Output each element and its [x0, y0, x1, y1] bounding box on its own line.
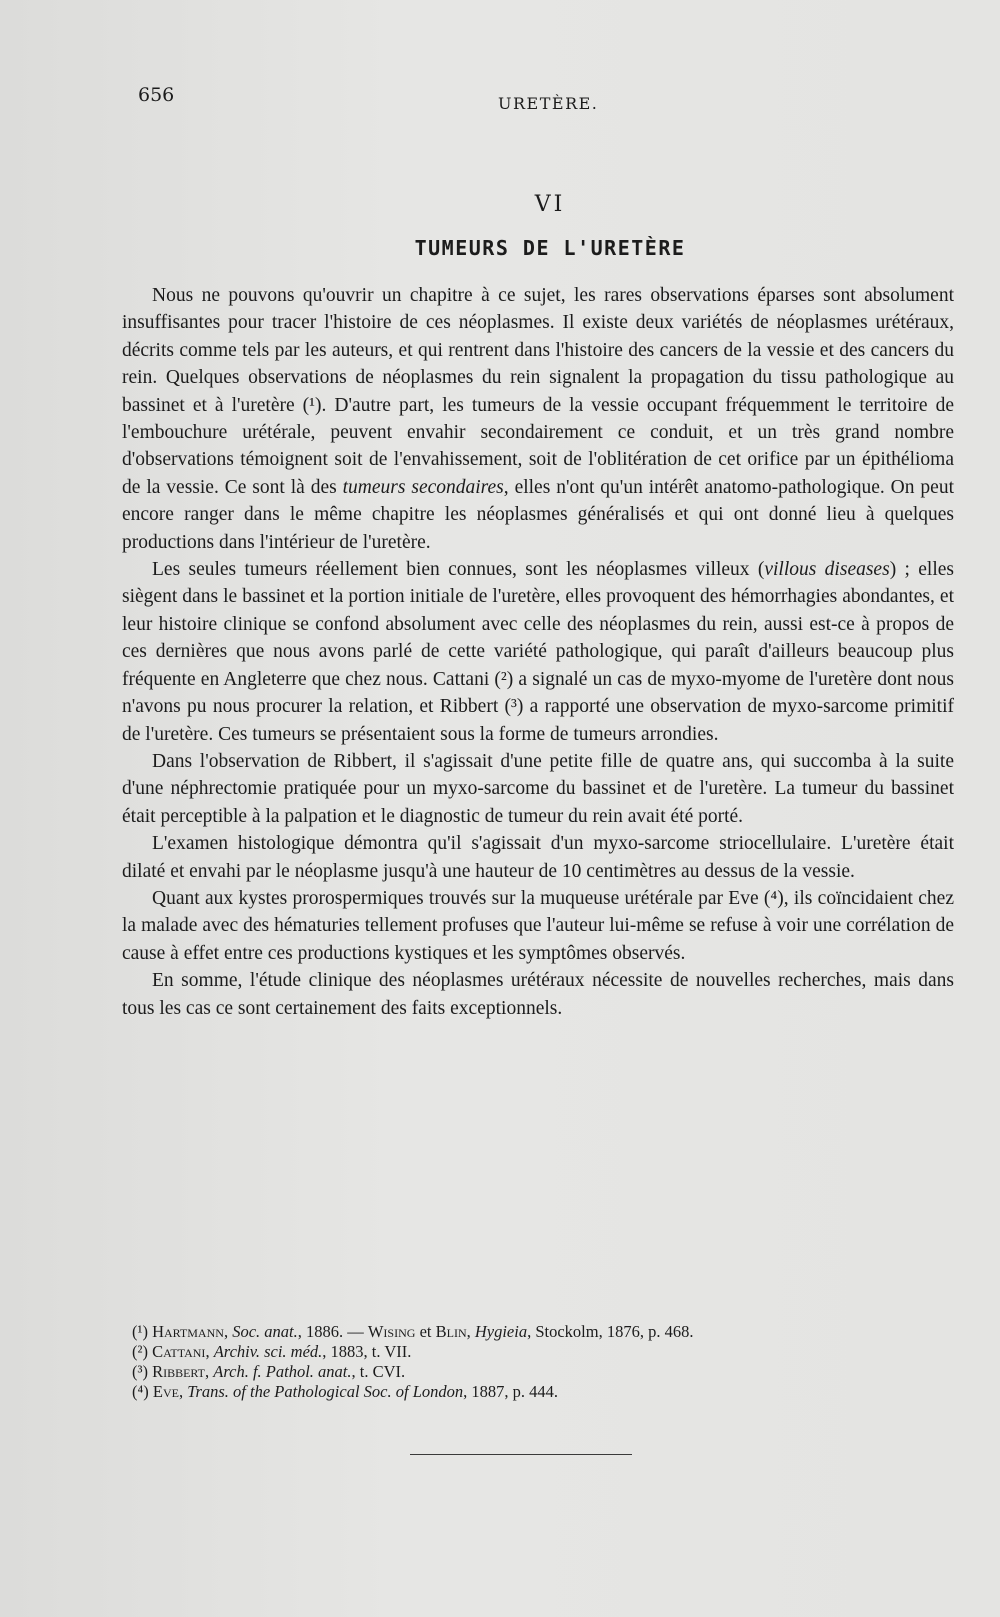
footnote: [122, 1342, 954, 1362]
text-run: (³): [132, 1362, 153, 1381]
text-run: , 1886. —: [297, 1322, 368, 1341]
paragraph: [122, 748, 954, 830]
running-head: [138, 84, 940, 113]
running-title: URETÈRE.: [498, 94, 599, 113]
text-run: ) ; elles siègent dans le bassinet et la portion initiale de l'uretère, elles provoquent des hémorrhagies abondantes, et leur histoire clinique se confond absolument avec celle des néoplasmes du rein, aussi est-ce à propos de ces dernières que nous avons parlé de cette variété pathologique, qui paraît d'ailleurs beaucoup plus fréquente en Angleterre que chez nous. Cattani (²) a signalé un cas de myxo-myome de l'uretère dont nous n'avons pu nous procurer la relation, et Ribbert (³) a rapporté une observation de myxo-sarcome primitif de l'uretère. Ces tumeurs se présentaient sous la forme de tumeurs arrondies.: [122, 559, 954, 745]
author-name: Hartmann: [152, 1322, 224, 1341]
text-run: (¹): [132, 1322, 153, 1341]
author-name: Blin: [435, 1322, 467, 1341]
text-run: Les seules tumeurs réellement bien connues, sont les néoplasmes villeux (: [152, 559, 765, 581]
paragraph: [122, 282, 954, 556]
text-run: , Stockolm, 1876, p. 468.: [527, 1322, 694, 1341]
text-run: ,: [205, 1362, 214, 1381]
paragraph: [122, 830, 954, 885]
italic-text: Hygieia: [474, 1322, 528, 1341]
text-run: , t. CVI.: [351, 1362, 406, 1381]
text-run: ,: [466, 1322, 475, 1341]
text-run: ,: [223, 1322, 233, 1341]
section-number: VI: [534, 192, 566, 217]
text-run: , elles n'ont qu'un intérêt anatomo-pathologique. On peut encore ranger dans le même chapitre les néoplasmes généralisés et qui ont donné lieu à quelques productions dans l'intérieur de l'uretère.: [122, 476, 954, 553]
text-run: ,: [205, 1342, 214, 1361]
body-text: [122, 282, 954, 1022]
paragraph: [122, 556, 954, 748]
footnotes: [122, 1322, 954, 1402]
footnote: [122, 1322, 954, 1342]
text-run: En somme, l'étude clinique des néoplasmes urétéraux nécessite de nouvelles recherches, mais dans tous les cas ce sont certainement des faits exceptionnels.: [122, 970, 954, 1019]
text-run: , 1887, p. 444.: [463, 1382, 559, 1401]
section-title: TUMEURS DE L'URETÈRE: [414, 236, 686, 260]
paragraph: [122, 967, 954, 1022]
footnote: [122, 1382, 954, 1402]
author-name: Cattani: [152, 1342, 206, 1361]
text-run: Nous ne pouvons qu'ouvrir un chapitre à ce sujet, les rares observations éparses sont absolument insuffisantes pour tracer l'histoire de ces néoplasmes. Il existe deux variétés de néoplasmes urétéraux, décrits comme tels par les auteurs, et qui rentrent dans l'histoire des cancers de la vessie et des cancers du rein. Quelques observations de néoplasmes du rein signalent la propagation du tissu pathologique au bassinet et à l'uretère (¹). D'autre part, les tumeurs de la vessie occupant fréquemment le territoire de l'embouchure urétérale, peuvent envahir secondairement ce conduit, et un très grand nombre d'observations témoignent soit de l'envahissement, soit de l'oblitération de cet orifice par un épithélioma de la vessie. Ce sont là des: [122, 285, 954, 498]
text-run: , 1883, t. VII.: [322, 1342, 412, 1361]
paragraph: [122, 885, 954, 967]
author-name: Wising: [367, 1322, 416, 1341]
italic-text: Arch. f. Pathol. anat.: [213, 1362, 352, 1381]
author-name: Ribbert: [152, 1362, 206, 1381]
italic-text: villous diseases: [764, 559, 890, 581]
author-name: Eve: [152, 1382, 179, 1401]
text-run: Dans l'observation de Ribbert, il s'agissait d'une petite fille de quatre ans, qui succomba à la suite d'une néphrectomie pratiquée pour un myxo-sarcome du bassinet et de l'uretère. La tumeur du bassinet était perceptible à la palpation et le diagnostic de tumeur du rein avait été porté.: [122, 750, 954, 827]
italic-text: Archiv. sci. méd.: [213, 1342, 323, 1361]
text-run: Quant aux kystes prorospermiques trouvés sur la muqueuse urétérale par Eve (⁴), ils coïncidaient chez la malade avec des hématuries tellement profuses que l'auteur lui-même se refuse à voir une corrélation de cause à effet entre ces productions kystiques et les symptômes observés.: [122, 887, 954, 964]
text-run: (⁴): [132, 1382, 153, 1401]
page-number: 656: [138, 84, 175, 106]
text-run: ,: [178, 1382, 188, 1401]
text-run: (²): [132, 1342, 153, 1361]
italic-text: Soc. anat.: [232, 1322, 298, 1341]
italic-text: tumeurs secondaires: [342, 476, 504, 498]
footnote: [122, 1362, 954, 1382]
text-run: et: [415, 1322, 436, 1341]
end-rule: [410, 1454, 632, 1455]
italic-text: Trans. of the Pathological Soc. of London: [187, 1382, 464, 1401]
text-run: L'examen histologique démontra qu'il s'agissait d'un myxo-sarcome striocellulaire. L'uretère était dilaté et envahi par le néoplasme jusqu'à une hauteur de 10 centimètres au dessus de la vessie.: [122, 833, 954, 882]
